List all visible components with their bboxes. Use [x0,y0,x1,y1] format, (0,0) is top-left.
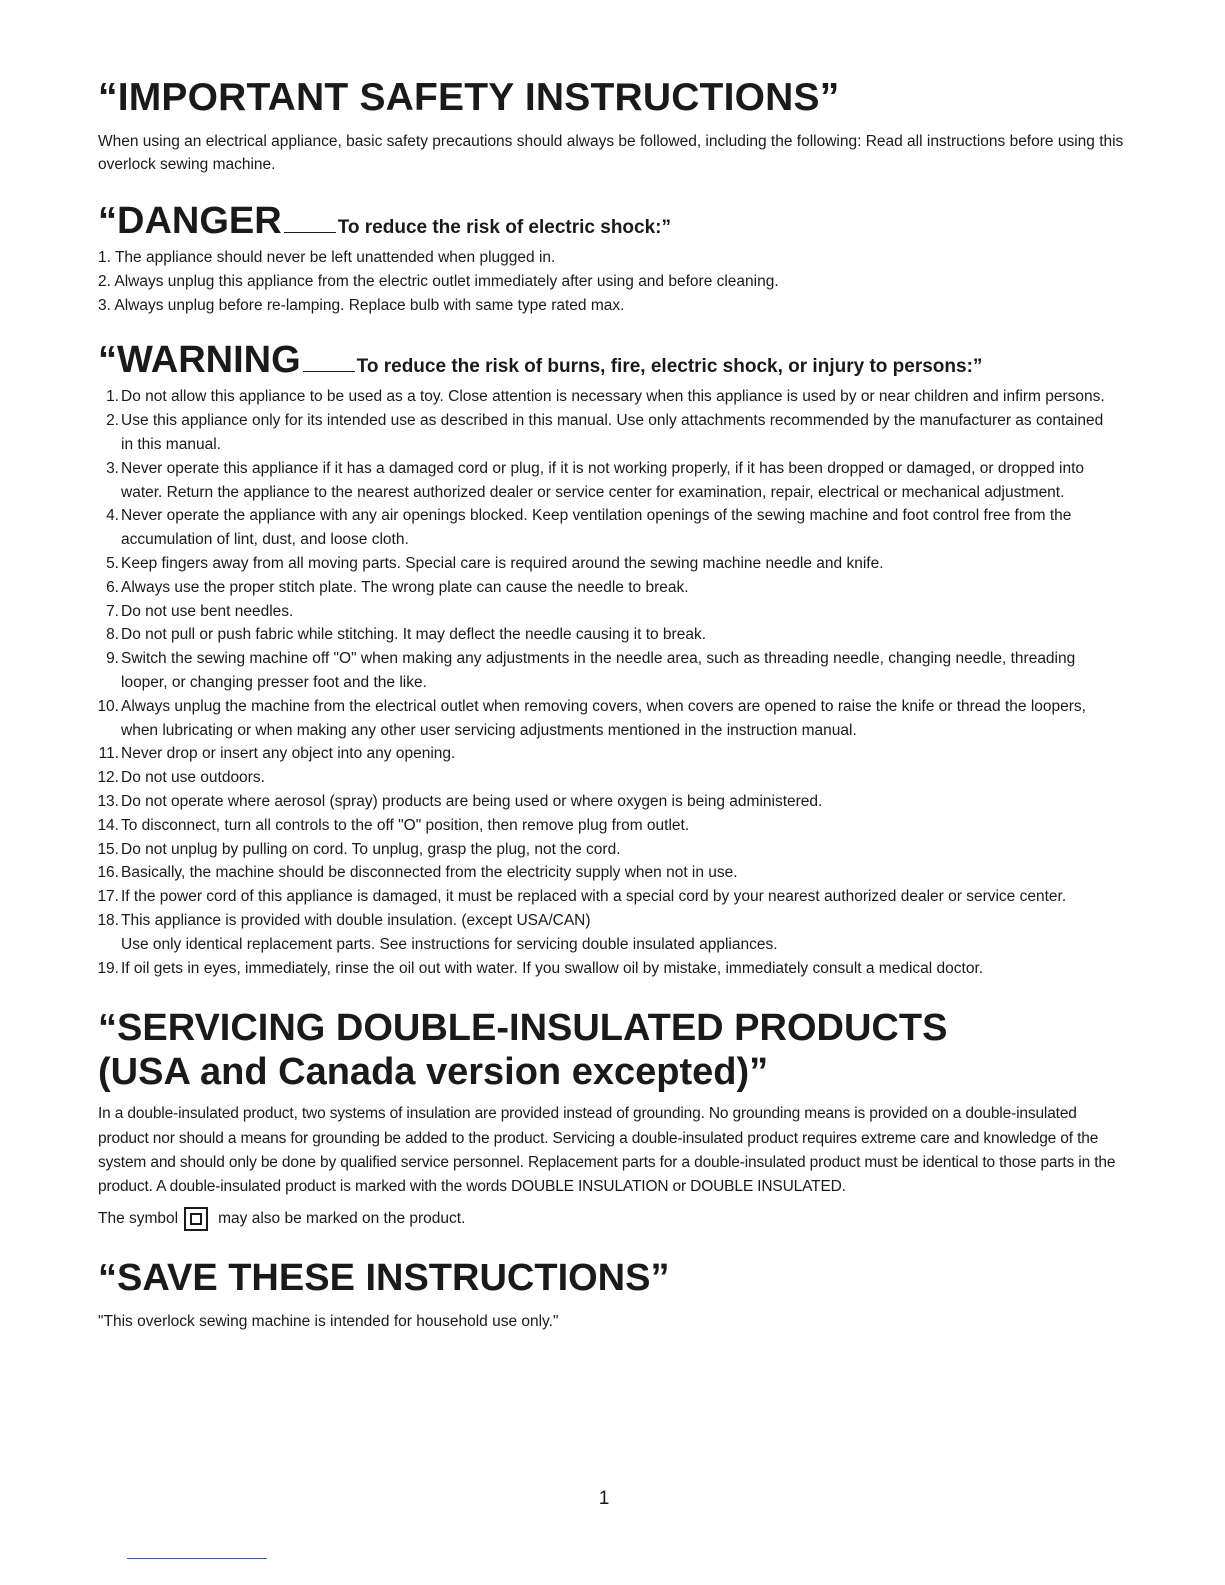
item-number: 6. [106,578,119,596]
item-text: Basically, the machine should be disconnected from the electricity supply when not in use. [121,864,738,882]
danger-subtitle: To reduce the risk of electric shock:” [337,217,671,238]
item-number: 10. [97,697,119,715]
item-text-continued: Use only identical replacement parts. See instructions for servicing double insulated appliances. [121,935,778,953]
item-number: 16. [97,864,119,882]
item-number: 1. [106,388,119,406]
save-title: “SAVE THESE INSTRUCTIONS” [98,1256,670,1299]
item-text: Do not allow this appliance to be used as a toy. Close attention is necessary when this appliance is used by or near children and infirm persons. [121,388,1105,406]
warning-item [98,838,1128,862]
warning-item [98,766,1128,790]
item-text: Switch the sewing machine off "O" when making any adjustments in the needle area, such as threading needle, changing needle, threading looper, or changing presser foot and the like. [121,650,1076,691]
warning-item [98,576,1128,600]
item-text: If the power cord of this appliance is damaged, it must be replaced with a special cord by your nearest authorized dealer or service center. [121,888,1067,906]
item-number: 3. [106,459,119,477]
item-text: To disconnect, turn all controls to the off "O" position, then remove plug from outlet. [121,816,690,834]
warning-underline [303,371,355,372]
item-text: Never drop or insert any object into any opening. [121,745,456,763]
servicing-text: In a double-insulated product, two systems of insulation are provided instead of grounding. No grounding means is provided on a double-insulated product nor should a means for grounding be added to the product. Servicing a double-insulated product requires extreme care and knowledge of the system and should only be done by qualified service personnel. Replacement parts for a double-insulated product must be identical to those parts in the product. A double-insulated product is marked with the words DOUBLE INSULATION or DOUBLE INSULATED. [98,1105,1116,1196]
warning-item [98,600,1128,624]
symbol-text-before: The symbol [98,1209,179,1227]
item-text: Do not use outdoors. [121,769,265,787]
item-text: Never operate this appliance if it has a damaged cord or plug, if it is not working properly, if it has been dropped or damaged, or dropped into water. Return the appliance to the nearest authorized dealer or service center for examination, repair, electrical or mechanical adjustment. [121,459,1084,501]
item-text: This appliance is provided with double insulation. (except USA/CAN) [121,911,591,929]
item-number: 13. [97,792,119,810]
item-number: 5. [106,554,119,572]
main-title: “IMPORTANT SAFETY INSTRUCTIONS” [98,76,840,119]
warning-item [98,909,1128,957]
warning-item [98,861,1128,885]
item-number: 18. [97,911,119,929]
danger-item: 1. The appliance should never be left unattended when plugged in. [98,249,556,266]
item-number: 9. [106,650,119,668]
servicing-title [98,1006,1128,1094]
danger-item: 2. Always unplug this appliance from the electric outlet immediately after using and before cleaning. [98,272,779,290]
footer-rule [127,1558,267,1559]
item-text: Keep fingers away from all moving parts. Special care is required around the sewing machine needle and knife. [121,554,884,572]
item-text: Always unplug the machine from the electrical outlet when removing covers, when covers are opened to raise the knife or thread the loopers, when lubricating or when making any other user servicing adjustments mentioned in the instruction manual. [121,697,1086,739]
item-text: Always use the proper stitch plate. The wrong plate can cause the needle to break. [121,578,689,596]
item-number: 12. [97,769,119,787]
warning-item [98,885,1128,909]
warning-list [98,385,1128,980]
item-number: 8. [106,626,119,644]
item-text: Never operate the appliance with any air openings blocked. Keep ventilation openings of the sewing machine and foot control free from the accumulation of lint, dust, and loose cloth. [121,507,1072,549]
warning-item [98,457,1128,505]
warning-item [98,552,1128,576]
item-text: If oil gets in eyes, immediately, rinse the oil out with water. If you swallow oil by mistake, immediately consult a medical doctor. [121,959,984,977]
warning-item [98,409,1128,457]
warning-item [98,695,1128,743]
danger-title: “DANGER [98,200,282,242]
symbol-line [98,1206,1128,1232]
warning-item [98,790,1128,814]
item-number: 15. [97,840,119,858]
warning-item [98,742,1128,766]
save-text: "This overlock sewing machine is intended for household use only." [98,1312,559,1330]
item-number: 11. [98,745,119,763]
intro-text: When using an electrical appliance, basic safety precautions should always be followed, including the following: Read all instructions before using this overlock sewing machine. [98,133,1124,173]
servicing-title-line2: (USA and Canada version excepted)” [98,1051,769,1094]
page-number: 1 [598,1488,610,1509]
item-text: Do not operate where aerosol (spray) products are being used or where oxygen is being administered. [121,792,823,810]
servicing-title-line1: “SERVICING DOUBLE-INSULATED PRODUCTS [98,1007,948,1050]
warning-item [98,814,1128,838]
item-number: 17. [97,888,119,906]
danger-item: 3. Always unplug before re-lamping. Replace bulb with same type rated max. [98,296,625,314]
item-number: 14. [97,816,119,834]
warning-item [98,957,1128,981]
warning-subtitle: To reduce the risk of burns, fire, electric shock, or injury to persons:” [356,356,983,378]
warning-item [98,647,1128,695]
danger-list [98,246,1128,317]
danger-underline [284,232,336,233]
danger-heading [98,196,1128,246]
item-number: 19. [97,959,119,977]
warning-item [98,623,1128,647]
double-insulation-icon [184,1207,208,1231]
item-text: Do not use bent needles. [121,602,294,620]
item-number: 7. [106,602,119,620]
warning-title: “WARNING [98,339,301,382]
item-text: Do not pull or push fabric while stitching. It may deflect the needle causing it to break. [121,626,707,644]
item-text: Use this appliance only for its intended use as described in this manual. Use only attachments recommended by the manufacturer as contained in this manual. [121,412,1104,453]
warning-item [98,504,1128,552]
item-number: 4. [106,507,119,525]
warning-item [98,385,1128,409]
manual-page [98,70,1128,1333]
symbol-text-after: may also be marked on the product. [218,1209,466,1227]
item-number: 2. [106,412,119,430]
item-text: Do not unplug by pulling on cord. To unplug, grasp the plug, not the cord. [121,840,621,858]
warning-heading [98,335,1128,385]
